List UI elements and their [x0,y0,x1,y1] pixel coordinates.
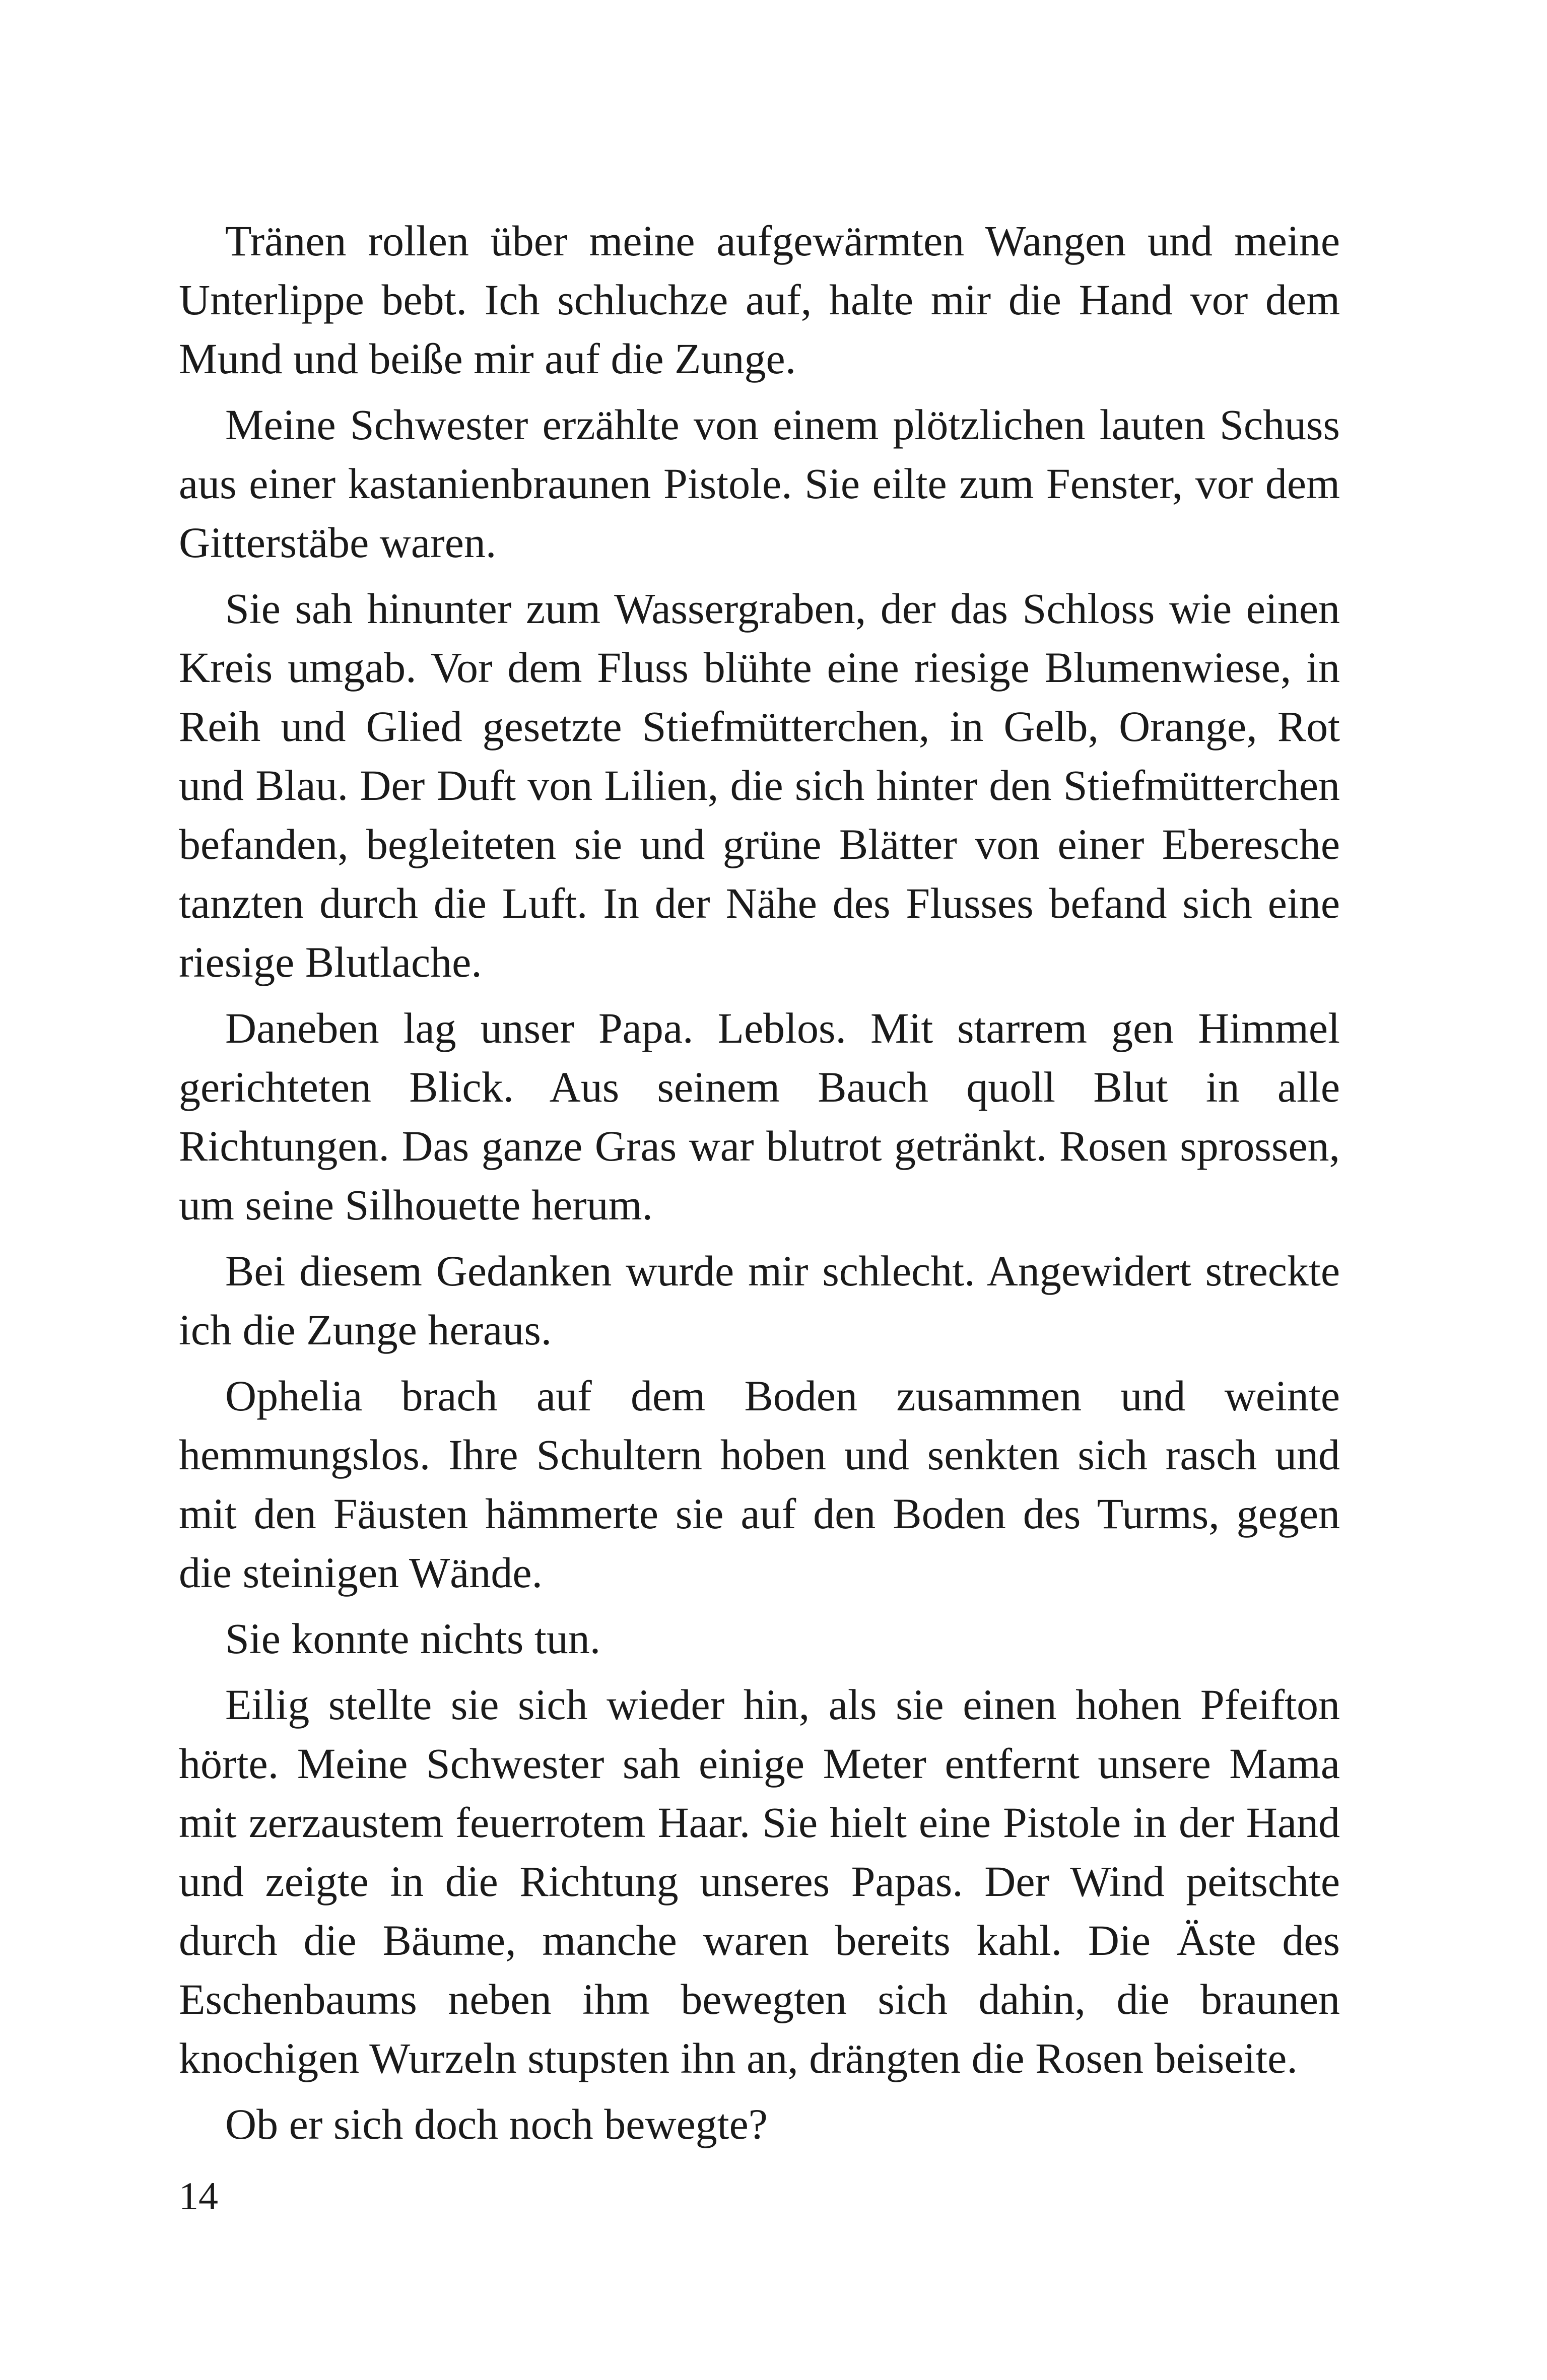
page-number: 14 [179,2174,218,2218]
body-text [179,212,1340,2161]
paragraph-7: Sie konnte nichts tun. [225,1614,601,1663]
paragraph-8: Eilig stellte sie sich wieder hin, als sie einen hohen Pfeifton hörte. Meine Schwester sah einige Meter entfernt unsere Mama mit zerzaustem feuerrotem Haar. Sie hielt eine Pistole in der Hand und zeigte in die Richtung unseres Papas. Der Wind peitschte durch die Bäume, manche waren bereits kahl. Die Äste des Eschenbaums neben ihm bewegten sich dahin, die braunen knochigen Wurzeln stupsten ihn an, drängten die Rosen beiseite. [179,1680,1340,2082]
paragraph-4: Daneben lag unser Papa. Leblos. Mit starrem gen Himmel gerichteten Blick. Aus seinem Bauch quoll Blut in alle Richtungen. Das ganze Gras war blutrot getränkt. Rosen sprossen, um seine Silhouette herum. [179,1004,1340,1229]
paragraph-5: Bei diesem Gedanken wurde mir schlecht. Angewidert streckte ich die Zunge heraus. [179,1247,1340,1354]
paragraph-9: Ob er sich doch noch bewegte? [225,2100,768,2148]
paragraph-6: Ophelia brach auf dem Boden zusammen und weinte hemmungslos. Ihre Schultern hoben und senkten sich rasch und mit den Fäusten hämmerte sie auf den Boden des Turms, gegen die steinigen Wände. [179,1372,1340,1597]
paragraph-1: Tränen rollen über meine aufgewärmten Wangen und meine Unterlippe bebt. Ich schluchze auf, halte mir die Hand vor dem Mund und beiße mir auf die Zunge. [179,217,1340,383]
paragraph-3: Sie sah hinunter zum Wassergraben, der das Schloss wie einen Kreis umgab. Vor dem Fluss blühte eine riesige Blumenwiese, in Reih und Glied gesetzte Stiefmütterchen, in Gelb, Orange, Rot und Blau. Der Duft von Lilien, die sich hinter den Stiefmütterchen befanden, begleiteten sie und grüne Blätter von einer Eberesche tanzten durch die Luft. In der Nähe des Flusses befand sich eine riesige Blutlache. [179,584,1340,986]
paragraph-2: Meine Schwester erzählte von einem plötzlichen lauten Schuss aus einer kastanienbraunen Pistole. Sie eilte zum Fenster, vor dem Gitterstäbe waren. [179,400,1340,567]
